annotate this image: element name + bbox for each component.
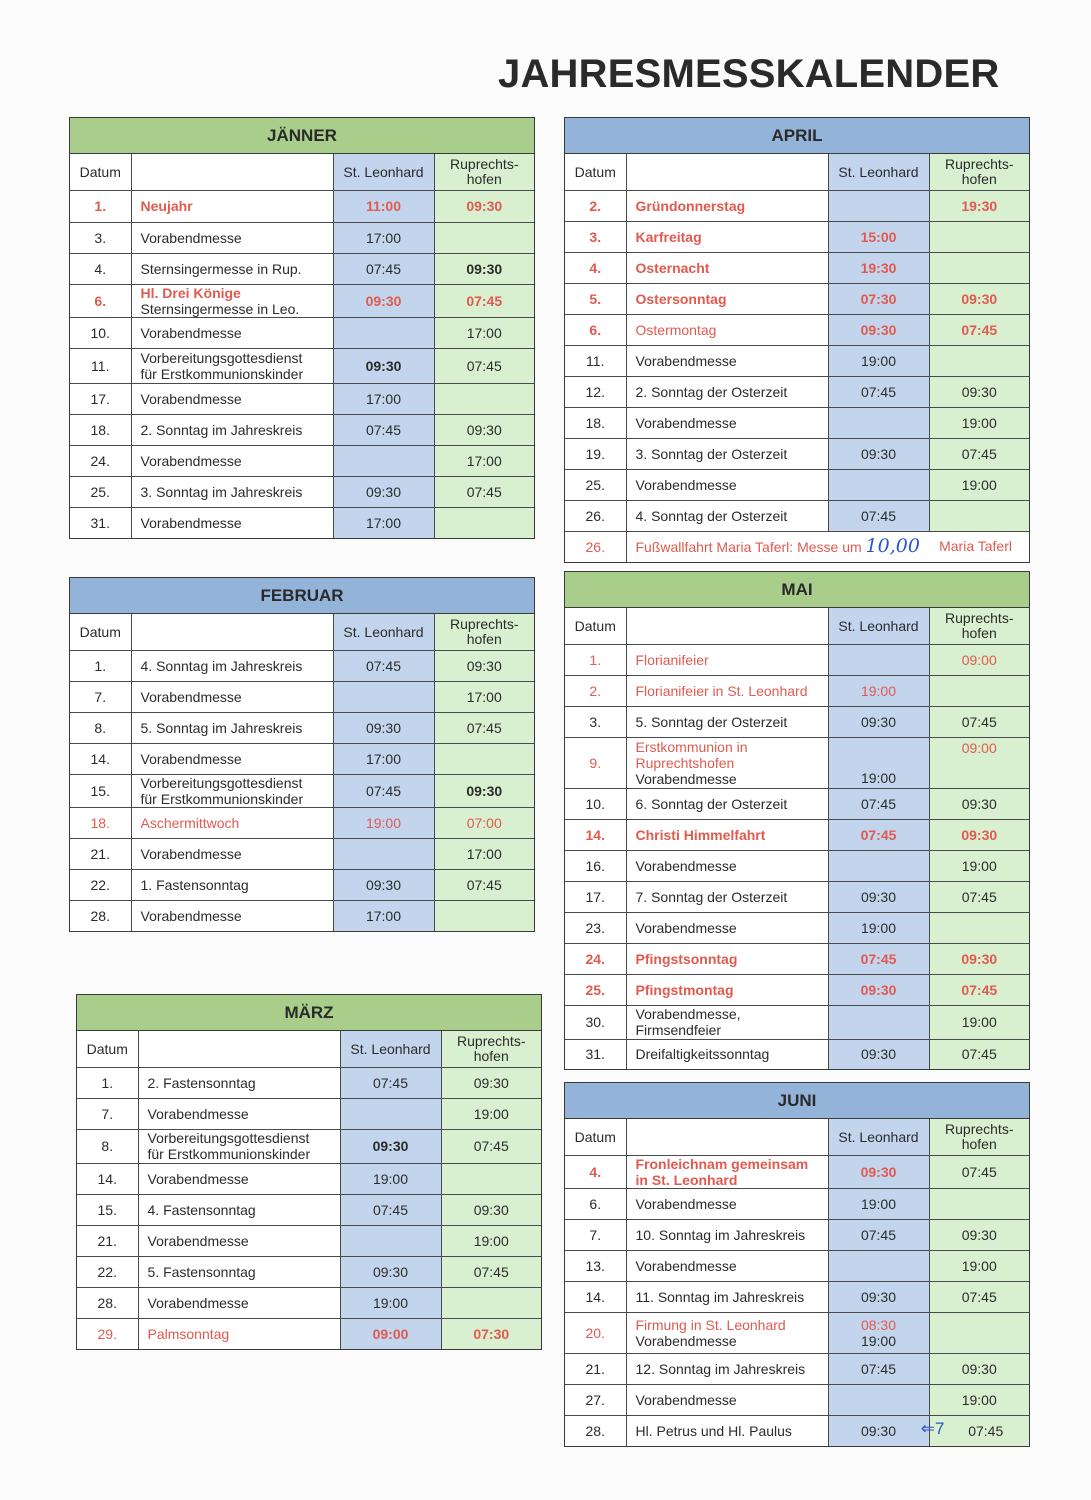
- col-leonhard-header: St. Leonhard: [828, 608, 929, 644]
- table-row: 30. Vorabendmesse, Firmsendfeier 19:00: [565, 1005, 1029, 1039]
- table-row: 4. Osternacht 19:30: [565, 252, 1029, 283]
- table-row: 14. Christi Himmelfahrt 07:45 09:30: [565, 819, 1029, 850]
- col-leonhard-header: St. Leonhard: [340, 1031, 441, 1067]
- table-row: 21. 12. Sonntag im Jahreskreis 07:45 09:30: [565, 1353, 1029, 1384]
- table-row: 26. 4. Sonntag der Osterzeit 07:45: [565, 500, 1029, 531]
- table-row: 1. Florianifeier 09:00: [565, 644, 1029, 675]
- col-ruprechtshofen-header: Ruprechts- hofen: [434, 154, 534, 190]
- month-header: MAI: [565, 572, 1029, 608]
- table-row: 3. Karfreitag 15:00: [565, 221, 1029, 252]
- table-row: 31. Vorabendmesse 17:00: [70, 507, 534, 538]
- table-row: 28. Vorabendmesse 19:00: [77, 1287, 541, 1318]
- col-ruprechtshofen-header: Ruprechts- hofen: [929, 154, 1029, 190]
- table-row: 8. Vorbereitungsgottesdienst für Erstkommunionskinder 09:30 07:45: [77, 1129, 541, 1163]
- col-event-header: [131, 154, 333, 190]
- table-row: 9. Erstkommunion in Ruprechtshofen Vorabendmesse 19:00 09:00: [565, 737, 1029, 788]
- month-table-maerz: [76, 994, 542, 1350]
- table-row: 18. 2. Sonntag im Jahreskreis 07:45 09:30: [70, 414, 534, 445]
- table-row: 13. Vorabendmesse 19:00: [565, 1250, 1029, 1281]
- table-row: 25. Vorabendmesse 19:00: [565, 469, 1029, 500]
- table-row: 25. Pfingstmontag 09:30 07:45: [565, 974, 1029, 1005]
- col-date-header: Datum: [565, 154, 626, 190]
- table-row: 21. Vorabendmesse 19:00: [77, 1225, 541, 1256]
- table-row: 31. Dreifaltigkeitssonntag 09:30 07:45: [565, 1039, 1029, 1069]
- table-row: 1. 2. Fastensonntag 07:45 09:30: [77, 1067, 541, 1098]
- table-row: 4. Sternsingermesse in Rup. 07:45 09:30: [70, 253, 534, 284]
- table-row: 28. Vorabendmesse 17:00: [70, 900, 534, 931]
- col-event-header: [626, 154, 828, 190]
- table-row: 17. 7. Sonntag der Osterzeit 09:30 07:45: [565, 881, 1029, 912]
- table-row: 2. Gründonnerstag 19:30: [565, 190, 1029, 221]
- table-row: 24. Vorabendmesse 17:00: [70, 445, 534, 476]
- table-row: 11. Vorbereitungsgottesdienst für Erstkommunionskinder 09:30 07:45: [70, 348, 534, 383]
- table-row: 6. Hl. Drei Könige Sternsingermesse in Leo. 09:30 07:45: [70, 284, 534, 317]
- table-row: 27. Vorabendmesse 19:00: [565, 1384, 1029, 1415]
- col-date-header: Datum: [77, 1031, 138, 1067]
- pilgrimage-row: 26. Fußwallfahrt Maria Taferl: Messe um 10,00 Maria Taferl: [565, 531, 1029, 562]
- table-row: 7. Vorabendmesse 17:00: [70, 681, 534, 712]
- table-row: 18. Aschermittwoch 19:00 07:00: [70, 807, 534, 838]
- table-row: 20. Firmung in St. Leonhard Vorabendmesse 08:30 19:00: [565, 1312, 1029, 1353]
- table-row: 28. Hl. Petrus und Hl. Paulus 09:30 ⇐7 07:45: [565, 1415, 1029, 1446]
- table-row: 10. 6. Sonntag der Osterzeit 07:45 09:30: [565, 788, 1029, 819]
- table-row: 7. Vorabendmesse 19:00: [77, 1098, 541, 1129]
- table-row: 15. 4. Fastensonntag 07:45 09:30: [77, 1194, 541, 1225]
- table-row: 8. 5. Sonntag im Jahreskreis 09:30 07:45: [70, 712, 534, 743]
- table-row: 16. Vorabendmesse 19:00: [565, 850, 1029, 881]
- col-date-header: Datum: [70, 614, 131, 650]
- table-row: 21. Vorabendmesse 17:00: [70, 838, 534, 869]
- month-table-februar: [69, 577, 535, 932]
- col-leonhard-header: St. Leonhard: [333, 614, 434, 650]
- table-row: 24. Pfingstsonntag 07:45 09:30: [565, 943, 1029, 974]
- col-event-header: [138, 1031, 340, 1067]
- table-row: 23. Vorabendmesse 19:00: [565, 912, 1029, 943]
- table-row: 7. 10. Sonntag im Jahreskreis 07:45 09:30: [565, 1219, 1029, 1250]
- month-table-juni: [564, 1082, 1030, 1447]
- month-table-jaenner: [69, 117, 535, 539]
- month-header: JUNI: [565, 1083, 1029, 1119]
- col-ruprechtshofen-header: Ruprechts- hofen: [441, 1031, 541, 1067]
- table-row: 1. 4. Sonntag im Jahreskreis 07:45 09:30: [70, 650, 534, 681]
- handwritten-time: 10,00: [865, 535, 920, 558]
- table-row: 12. 2. Sonntag der Osterzeit 07:45 09:30: [565, 376, 1029, 407]
- table-row: 22. 5. Fastensonntag 09:30 07:45: [77, 1256, 541, 1287]
- table-row: 10. Vorabendmesse 17:00: [70, 317, 534, 348]
- col-event-header: [131, 614, 333, 650]
- col-leonhard-header: St. Leonhard: [828, 1119, 929, 1155]
- table-row: 29. Palmsonntag 09:00 07:30: [77, 1318, 541, 1349]
- table-row: 3. 5. Sonntag der Osterzeit 09:30 07:45: [565, 706, 1029, 737]
- col-event-header: [626, 1119, 828, 1155]
- handwritten-swap-arrow-icon: ⇐7: [920, 1418, 945, 1438]
- table-row: 15. Vorbereitungsgottesdienst für Erstkommunionskinder 07:45 09:30: [70, 774, 534, 807]
- col-date-header: Datum: [565, 1119, 626, 1155]
- table-row: 5. Ostersonntag 07:30 09:30: [565, 283, 1029, 314]
- month-table-april: [564, 117, 1030, 563]
- table-row: 14. Vorabendmesse 19:00: [77, 1163, 541, 1194]
- month-header: JÄNNER: [70, 118, 534, 154]
- table-row: 25. 3. Sonntag im Jahreskreis 09:30 07:45: [70, 476, 534, 507]
- table-row: 4. Fronleichnam gemeinsam in St. Leonhard 09:30 07:45: [565, 1155, 1029, 1188]
- table-row: 1. Neujahr 11:00 09:30: [70, 190, 534, 222]
- table-row: 6. Ostermontag 09:30 07:45: [565, 314, 1029, 345]
- pilgrimage-text: Fußwallfahrt Maria Taferl: Messe um: [635, 539, 862, 556]
- col-date-header: Datum: [565, 608, 626, 644]
- table-row: 19. 3. Sonntag der Osterzeit 09:30 07:45: [565, 438, 1029, 469]
- table-row: 11. Vorabendmesse 19:00: [565, 345, 1029, 376]
- month-table-mai: [564, 571, 1030, 1070]
- col-ruprechtshofen-header: Ruprechts- hofen: [929, 1119, 1029, 1155]
- table-row: 2. Florianifeier in St. Leonhard 19:00: [565, 675, 1029, 706]
- table-row: 6. Vorabendmesse 19:00: [565, 1188, 1029, 1219]
- col-event-header: [626, 608, 828, 644]
- col-ruprechtshofen-header: Ruprechts- hofen: [434, 614, 534, 650]
- col-leonhard-header: St. Leonhard: [333, 154, 434, 190]
- table-row: 3. Vorabendmesse 17:00: [70, 222, 534, 253]
- table-row: 18. Vorabendmesse 19:00: [565, 407, 1029, 438]
- col-ruprechtshofen-header: Ruprechts- hofen: [929, 608, 1029, 644]
- pilgrimage-place: Maria Taferl: [939, 538, 1012, 555]
- month-header: APRIL: [565, 118, 1029, 154]
- month-header: FEBRUAR: [70, 578, 534, 614]
- table-row: 22. 1. Fastensonntag 09:30 07:45: [70, 869, 534, 900]
- col-leonhard-header: St. Leonhard: [828, 154, 929, 190]
- month-header: MÄRZ: [77, 995, 541, 1031]
- table-row: 14. 11. Sonntag im Jahreskreis 09:30 07:45: [565, 1281, 1029, 1312]
- table-row: 14. Vorabendmesse 17:00: [70, 743, 534, 774]
- page-title: JAHRESMESSKALENDER: [498, 52, 1000, 96]
- col-date-header: Datum: [70, 154, 131, 190]
- table-row: 17. Vorabendmesse 17:00: [70, 383, 534, 414]
